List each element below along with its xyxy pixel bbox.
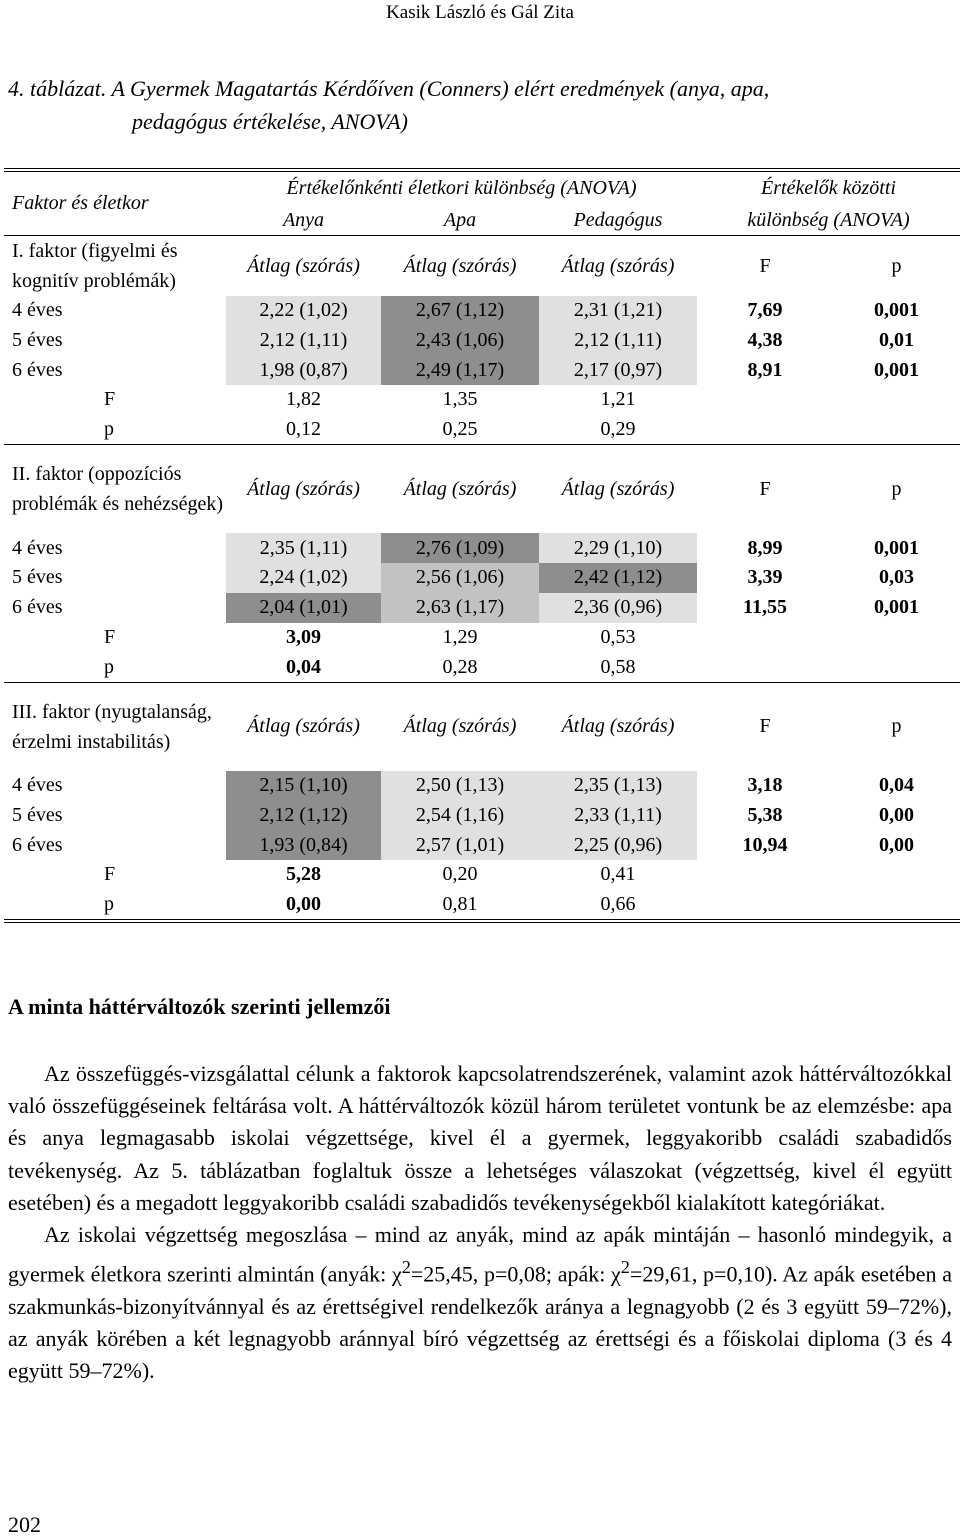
table-row [4,355,960,385]
cell-p: 0,001 [874,299,919,322]
header-teacher: Pedagógus [573,208,663,231]
cell-father: 2,43 (1,06) [381,326,539,356]
cell-teacher: 0,29 [600,418,636,441]
table-caption-line-1: 4. táblázat. A Gyermek Magatartás Kérdőíven (Conners) elért eredmények (anya, apa, [8,76,770,101]
section-title: III. faktor (nyugtalanság, érzelmi instabilitás) [12,700,212,753]
subheader-mean-sd: Átlag (szórás) [561,254,675,277]
cell-father: 0,20 [442,863,478,886]
cell-F: 7,69 [747,299,783,322]
age-label: 4 éves [12,774,63,797]
paragraph-2 [8,1219,952,1387]
age-label: 6 éves [12,358,63,381]
row-label-p: p [104,418,114,441]
cell-mother: 2,12 (1,11) [226,326,381,356]
cell-mother: 0,04 [286,655,321,678]
header-factor-age: Faktor és életkor [4,170,226,236]
cell-teacher: 0,41 [600,863,636,886]
table-row [4,563,960,593]
paragraph-2-part-b: =25,45, p=0,08; apák: χ [410,1261,621,1287]
cell-teacher: 2,25 (0,96) [539,830,697,860]
cell-father: 0,81 [381,890,539,922]
section-heading: A minta háttérváltozók szerinti jellemzői [8,994,391,1019]
subheader-mean-sd: Átlag (szórás) [403,715,517,738]
cell-teacher: 0,66 [539,890,697,922]
age-label: 6 éves [12,596,63,619]
cell-father: 2,63 (1,17) [381,593,539,623]
cell-p: 0,00 [879,833,914,856]
cell-mother: 3,09 [286,625,321,648]
age-label: 5 éves [12,803,63,826]
cell-F: 8,99 [747,536,783,559]
cell-father: 2,56 (1,06) [381,563,539,593]
page-number: 202 [8,1512,41,1537]
header-between-rater-line2: különbség (ANOVA) [747,208,910,231]
section-title: II. faktor (oppozíciós problémák és nehézségek) [12,463,224,516]
paragraph-2-part-a: Az iskolai végzettség megoszlása – mind az anyák, mind az apák mintáján – hasonló mindegyik, a gyermek életkora szerinti almintán (anyák: χ [8,1222,952,1287]
cell-father: 2,50 (1,13) [381,771,539,801]
cell-F: 10,94 [742,833,788,856]
cell-father: 2,57 (1,01) [381,830,539,860]
cell-father: 1,29 [442,625,478,648]
table-row [4,296,960,326]
cell-teacher: 0,58 [600,655,636,678]
row-label-p: p [4,890,226,922]
cell-F: 3,18 [747,774,783,797]
cell-father: 0,25 [442,418,478,441]
table-row [4,326,960,356]
cell-F: 3,39 [747,566,783,589]
cell-p: 0,00 [879,803,914,826]
row-label-F: F [104,388,116,411]
results-table [4,168,960,923]
table-row [4,771,960,801]
subheader-mean-sd: Átlag (szórás) [561,477,675,500]
cell-father: 1,35 [442,388,478,411]
cell-p: 0,001 [874,358,919,381]
age-label: 6 éves [12,833,63,856]
cell-p: 0,001 [874,536,919,559]
table-row [4,593,960,623]
table-row-F [4,623,960,653]
cell-mother: 0,12 [286,418,321,441]
table-caption-line-2: pedagógus értékelése, ANOVA) [132,109,408,134]
chi-square-superscript: 2 [401,1257,411,1278]
cell-mother: 2,12 (1,12) [226,801,381,831]
table-row [4,801,960,831]
subheader-p: p [891,715,902,738]
cell-teacher: 2,42 (1,12) [539,563,697,593]
cell-F: 8,91 [747,358,783,381]
cell-mother: 2,35 (1,11) [226,533,381,563]
subheader-F: F [759,477,771,500]
table-row-p [4,652,960,682]
subheader-mean-sd: Átlag (szórás) [403,477,517,500]
section-header-row [4,682,960,771]
table-row-F [4,860,960,890]
body-text [8,1058,952,1387]
row-label-F: F [104,625,116,648]
cell-mother: 2,24 (1,02) [226,563,381,593]
cell-teacher: 2,17 (0,97) [539,355,697,385]
subheader-p: p [891,254,902,277]
subheader-F: F [759,715,771,738]
header-within-rater: Értékelőnkénti életkori különbség (ANOVA) [226,170,697,205]
table-row [4,830,960,860]
cell-teacher: 2,12 (1,11) [539,326,697,356]
cell-teacher: 2,35 (1,13) [539,771,697,801]
cell-mother: 2,15 (1,10) [226,771,381,801]
age-label: 5 éves [12,566,63,589]
table-row [4,533,960,563]
section-header-row [4,236,960,297]
cell-teacher: 2,29 (1,10) [539,533,697,563]
cell-teacher: 1,21 [600,388,636,411]
cell-mother: 1,98 (0,87) [226,355,381,385]
row-label-p: p [104,655,114,678]
cell-father: 2,54 (1,16) [381,801,539,831]
cell-teacher: 2,31 (1,21) [539,296,697,326]
cell-F: 11,55 [743,596,787,619]
cell-p: 0,03 [879,566,914,589]
cell-teacher: 2,36 (0,96) [539,593,697,623]
table-row-p [4,890,960,922]
cell-mother: 2,22 (1,02) [226,296,381,326]
cell-father: 0,28 [442,655,478,678]
subheader-p: p [891,477,902,500]
section-title: I. faktor (figyelmi és kognitív problémák) [12,240,178,292]
table-row-p [4,415,960,445]
subheader-mean-sd: Átlag (szórás) [561,715,675,738]
cell-teacher: 2,33 (1,11) [539,801,697,831]
chi-square-superscript: 2 [620,1257,630,1278]
header-mother: Anya [282,208,325,231]
age-label: 4 éves [12,299,63,322]
table-header-row-1 [4,170,960,205]
subheader-mean-sd: Átlag (szórás) [247,715,360,738]
subheader-F: F [759,254,771,277]
running-header: Kasik László és Gál Zita [386,2,574,23]
cell-father: 2,67 (1,12) [381,296,539,326]
cell-mother: 1,93 (0,84) [226,830,381,860]
paragraph-2-part-c: =29,61, p=0,10). Az apák esetében a szakmunkás-bizonyítvánnyal és az érettségivel rendelkezők aránya a legnagyobb (2 és 3 együtt 59–72%), az anyák körében a két legnagyobb aránnyal bíró végzettség az érettségi és a főiskolai diploma (3 és 4 együtt 59–72%). [8,1261,953,1384]
cell-father: 2,76 (1,09) [381,533,539,563]
cell-mother: 2,04 (1,01) [226,593,381,623]
cell-p: 0,01 [879,329,914,352]
cell-mother: 1,82 [286,388,321,411]
cell-F: 4,38 [747,329,783,352]
age-label: 4 éves [12,536,63,559]
cell-p: 0,001 [874,596,919,619]
subheader-mean-sd: Átlag (szórás) [403,254,517,277]
cell-mother: 0,00 [226,890,381,922]
subheader-mean-sd: Átlag (szórás) [247,254,360,277]
section-header-row [4,445,960,534]
cell-mother: 5,28 [286,863,321,886]
paragraph-1: Az összefüggés-vizsgálattal célunk a faktorok kapcsolatrendszerének, valamint azok háttérváltozókkal való összefüggéseinek feltárása volt. A háttérváltozók közül három területet vontunk be az elemzésbe: apa és anya legmagasabb iskolai végzettsége, kivel él a gyermek, leggyakoribb családi szabadidős tevékenység. Az 5. táblázatban foglaltuk össze a lehetséges válaszokat (végzettség, kivel él együtt esetében) és a megadott leggyakoribb családi szabadidős tevékenységekből kialakított kategóriákat. [8,1061,952,1215]
cell-p: 0,04 [879,774,914,797]
cell-F: 5,38 [747,803,783,826]
cell-teacher: 0,53 [600,625,636,648]
table-caption [8,72,769,138]
header-father: Apa [443,208,477,231]
age-label: 5 éves [12,329,63,352]
row-label-F: F [104,863,116,886]
table-row-F [4,385,960,415]
subheader-mean-sd: Átlag (szórás) [247,477,360,500]
header-between-rater-line1: Értékelők közötti [697,170,960,205]
cell-father: 2,49 (1,17) [381,355,539,385]
